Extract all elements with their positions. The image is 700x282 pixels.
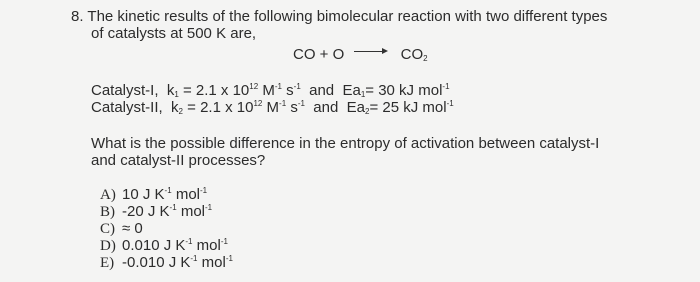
option-text: ≈ 0 — [122, 220, 143, 237]
catalyst-1-k-subscript: 1 — [174, 90, 179, 99]
reaction-reactants: CO + O — [293, 46, 345, 63]
reaction-equation — [293, 46, 428, 63]
catalyst-1-ea-exponent: -1 — [442, 82, 450, 91]
option-exponent: -1 — [164, 186, 172, 195]
catalyst-2-ea-exponent: -1 — [446, 99, 454, 108]
reaction-arrow-icon — [354, 47, 388, 57]
catalyst-1-k-unit-s: s — [281, 82, 294, 99]
catalyst-2-k-unit-s: s — [286, 99, 298, 116]
catalyst-1-k-value: = 2.1 x 10 — [178, 82, 250, 99]
catalyst-1-ea-subscript: 1 — [360, 90, 366, 99]
catalyst-1-k-exponent: 12 — [249, 82, 259, 91]
catalyst-2-and-ea: and Ea — [304, 99, 365, 116]
option-text: -0.010 J K — [122, 254, 191, 271]
option-unit: mol — [197, 254, 226, 271]
catalyst-1-label: Catalyst-I, — [91, 82, 159, 99]
catalyst-1-k-unit-s-exp: -1 — [293, 82, 301, 91]
catalyst-2-k-value: = 2.1 x 10 — [182, 99, 254, 116]
option-unit: mol — [171, 186, 200, 203]
catalyst-2-k-exponent: 12 — [253, 99, 263, 108]
prompt-line-2: and catalyst-II processes? — [91, 152, 266, 169]
question-number: 8. — [71, 8, 84, 25]
catalyst-2-line — [91, 99, 454, 116]
option-exponent: -1 — [225, 254, 233, 263]
catalyst-2-ea-subscript: 2 — [365, 107, 370, 116]
option-c[interactable] — [100, 220, 143, 238]
option-letter: D) — [100, 238, 116, 254]
catalyst-1-ea-value: = 30 kJ mol — [365, 82, 443, 99]
option-exponent: -1 — [190, 254, 198, 263]
option-exponent: -1 — [220, 237, 228, 246]
option-letter: E) — [100, 255, 115, 271]
question-intro-line1 — [71, 8, 607, 25]
catalyst-2-k-unit-m: M — [262, 99, 280, 116]
option-letter: C) — [100, 221, 115, 237]
prompt-line-1: What is the possible difference in the entropy of activation between catalyst-I — [91, 135, 600, 152]
option-a[interactable] — [100, 186, 207, 204]
catalyst-2-label: Catalyst-II, — [91, 99, 163, 116]
catalyst-2-k-symbol: k — [171, 99, 179, 116]
option-letter: B) — [100, 204, 115, 220]
option-b[interactable] — [100, 203, 212, 221]
option-d[interactable] — [100, 237, 228, 255]
catalyst-1-line — [91, 82, 450, 99]
catalyst-1-k-unit-m: M — [258, 82, 275, 99]
option-letter: A) — [100, 187, 116, 203]
catalyst-1-k-symbol: k — [166, 82, 175, 99]
option-e[interactable] — [100, 254, 233, 272]
option-text: -20 J K — [122, 203, 170, 220]
reaction-product-subscript: 2 — [423, 54, 428, 63]
catalyst-2-ea-value: = 25 kJ mol — [369, 99, 447, 116]
option-exponent: -1 — [169, 203, 177, 212]
option-exponent: -1 — [185, 237, 193, 246]
option-exponent: -1 — [205, 203, 213, 212]
option-unit: mol — [192, 237, 221, 254]
option-unit: mol — [176, 203, 205, 220]
catalyst-2-k-unit-m-exp: -1 — [279, 99, 287, 108]
catalyst-1-k-unit-m-exp: -1 — [274, 82, 282, 91]
intro-text-2: of catalysts at 500 K are, — [91, 25, 257, 42]
option-text: 0.010 J K — [122, 237, 186, 254]
option-exponent: -1 — [200, 186, 208, 195]
intro-text-1: The kinetic results of the following bimolecular reaction with two different types — [87, 8, 608, 25]
catalyst-1-and-ea: and Ea — [300, 82, 361, 99]
catalyst-2-k-subscript: 2 — [178, 107, 183, 116]
catalyst-2-k-unit-s-exp: -1 — [297, 99, 305, 108]
option-text: 10 J K — [122, 186, 165, 203]
reaction-product: CO — [400, 46, 424, 63]
